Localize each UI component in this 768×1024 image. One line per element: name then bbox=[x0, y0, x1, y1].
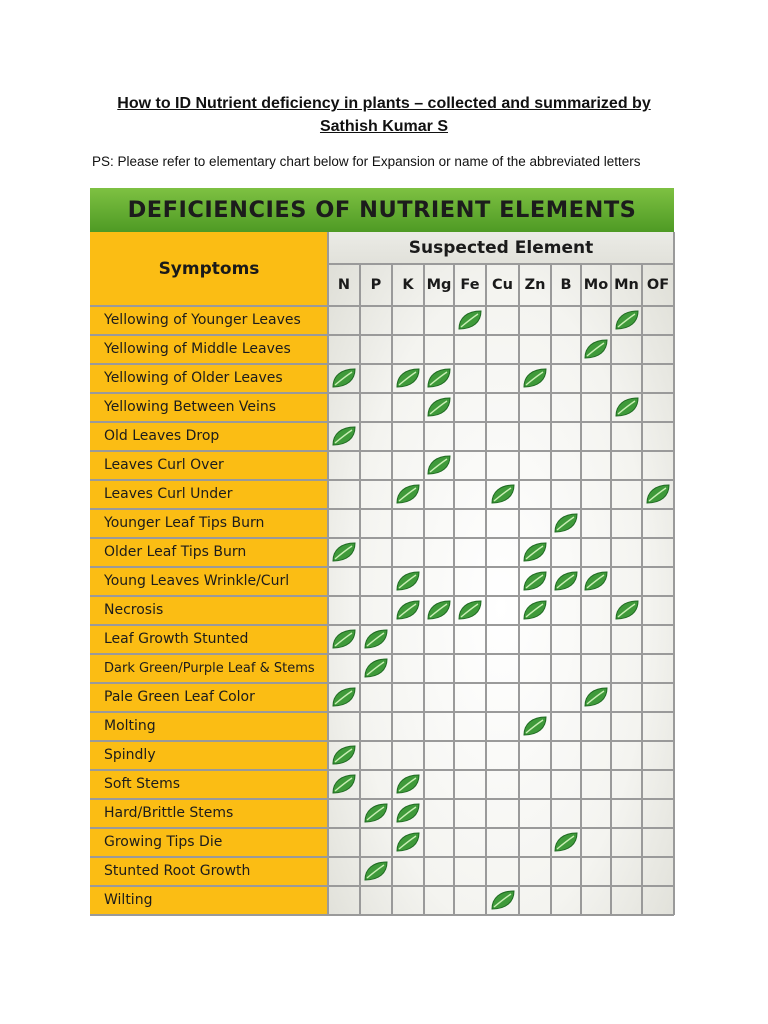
document-title-line-2: Sathish Kumar S bbox=[319, 118, 449, 135]
leaf-icon bbox=[331, 686, 357, 708]
element-header-mg: Mg bbox=[426, 277, 452, 293]
symptom-label: Molting bbox=[104, 718, 156, 734]
leaf-icon bbox=[553, 512, 579, 534]
symptom-label: Hard/Brittle Stems bbox=[104, 805, 234, 821]
leaf-icon bbox=[553, 831, 579, 853]
leaf-icon bbox=[583, 686, 609, 708]
leaf-icon bbox=[645, 483, 671, 505]
leaf-icon bbox=[363, 802, 389, 824]
grid-line-vertical bbox=[391, 264, 393, 915]
leaf-icon bbox=[395, 831, 421, 853]
symptom-label: Yellowing of Older Leaves bbox=[104, 370, 283, 386]
symptom-label: Yellowing of Younger Leaves bbox=[104, 312, 301, 328]
leaf-icon bbox=[457, 309, 483, 331]
symptom-label: Leaves Curl Over bbox=[104, 457, 224, 473]
element-header-mo: Mo bbox=[583, 277, 609, 293]
leaf-icon bbox=[522, 570, 548, 592]
leaf-icon bbox=[490, 483, 516, 505]
symptom-label: Growing Tips Die bbox=[104, 834, 223, 850]
ps-note: PS: Please refer to elementary chart below for Expansion or name of the abbreviated letters bbox=[92, 154, 641, 169]
element-header-n: N bbox=[337, 277, 351, 293]
leaf-icon bbox=[614, 599, 640, 621]
grid-line-horizontal bbox=[90, 914, 674, 916]
grid-line-vertical bbox=[641, 264, 643, 915]
leaf-icon bbox=[457, 599, 483, 621]
element-header-b: B bbox=[560, 277, 572, 293]
symptom-label: Pale Green Leaf Color bbox=[104, 689, 255, 705]
leaf-icon bbox=[426, 599, 452, 621]
element-header-k: K bbox=[402, 277, 414, 293]
grid-line-vertical bbox=[580, 264, 582, 915]
grid-line-vertical bbox=[423, 264, 425, 915]
leaf-icon bbox=[395, 802, 421, 824]
symptom-label: Older Leaf Tips Burn bbox=[104, 544, 247, 560]
symptom-label: Stunted Root Growth bbox=[104, 863, 251, 879]
chart-banner: DEFICIENCIES OF NUTRIENT ELEMENTS bbox=[90, 188, 674, 232]
element-header-of: OF bbox=[646, 277, 670, 293]
leaf-icon bbox=[583, 570, 609, 592]
leaf-icon bbox=[331, 367, 357, 389]
leaf-icon bbox=[331, 744, 357, 766]
leaf-icon bbox=[522, 541, 548, 563]
element-header-zn: Zn bbox=[524, 277, 546, 293]
leaf-icon bbox=[553, 570, 579, 592]
leaf-icon bbox=[583, 338, 609, 360]
element-header-cu: Cu bbox=[492, 277, 513, 293]
symptom-label: Wilting bbox=[104, 892, 153, 908]
symptom-label: Yellowing of Middle Leaves bbox=[104, 341, 291, 357]
symptom-label: Necrosis bbox=[104, 602, 164, 618]
leaf-icon bbox=[395, 773, 421, 795]
symptom-label: Spindly bbox=[104, 747, 156, 763]
leaf-icon bbox=[490, 889, 516, 911]
leaf-icon bbox=[395, 570, 421, 592]
leaf-icon bbox=[614, 309, 640, 331]
leaf-icon bbox=[522, 715, 548, 737]
leaf-icon bbox=[331, 425, 357, 447]
leaf-icon bbox=[522, 367, 548, 389]
suspected-element-heading: Suspected Element bbox=[328, 232, 674, 264]
deficiency-chart bbox=[90, 188, 674, 914]
leaf-icon bbox=[331, 541, 357, 563]
grid-line-horizontal bbox=[328, 263, 674, 265]
grid-line-vertical bbox=[610, 264, 612, 915]
leaf-icon bbox=[395, 599, 421, 621]
leaf-icon bbox=[331, 628, 357, 650]
leaf-icon bbox=[426, 396, 452, 418]
element-header-mn: Mn bbox=[614, 277, 639, 293]
symptom-label: Soft Stems bbox=[104, 776, 180, 792]
symptom-label: Dark Green/Purple Leaf & Stems bbox=[104, 661, 315, 676]
element-header-fe: Fe bbox=[460, 277, 480, 293]
grid-line-vertical bbox=[359, 264, 361, 915]
grid-line-vertical bbox=[673, 232, 675, 915]
leaf-icon bbox=[363, 657, 389, 679]
leaf-icon bbox=[331, 773, 357, 795]
symptom-label: Younger Leaf Tips Burn bbox=[104, 515, 265, 531]
symptom-label: Yellowing Between Veins bbox=[104, 399, 277, 415]
leaf-icon bbox=[614, 396, 640, 418]
symptom-label: Young Leaves Wrinkle/Curl bbox=[104, 573, 290, 589]
grid-line-vertical bbox=[485, 264, 487, 915]
grid-line-horizontal bbox=[90, 740, 674, 742]
grid-line-vertical bbox=[327, 232, 329, 915]
symptom-label: Leaf Growth Stunted bbox=[104, 631, 249, 647]
symptoms-heading: Symptoms bbox=[158, 259, 260, 279]
leaf-icon bbox=[395, 367, 421, 389]
leaf-icon bbox=[426, 367, 452, 389]
leaf-icon bbox=[363, 860, 389, 882]
grid-line-vertical bbox=[518, 264, 520, 915]
leaf-icon bbox=[522, 599, 548, 621]
grid-line-vertical bbox=[453, 264, 455, 915]
element-header-p: P bbox=[370, 277, 382, 293]
grid-line-vertical bbox=[550, 264, 552, 915]
leaf-icon bbox=[426, 454, 452, 476]
document-title-line-1: How to ID Nutrient deficiency in plants – collected and summarized by bbox=[117, 95, 651, 112]
symptom-label: Old Leaves Drop bbox=[104, 428, 220, 444]
leaf-icon bbox=[363, 628, 389, 650]
symptom-label: Leaves Curl Under bbox=[104, 486, 233, 502]
leaf-icon bbox=[395, 483, 421, 505]
